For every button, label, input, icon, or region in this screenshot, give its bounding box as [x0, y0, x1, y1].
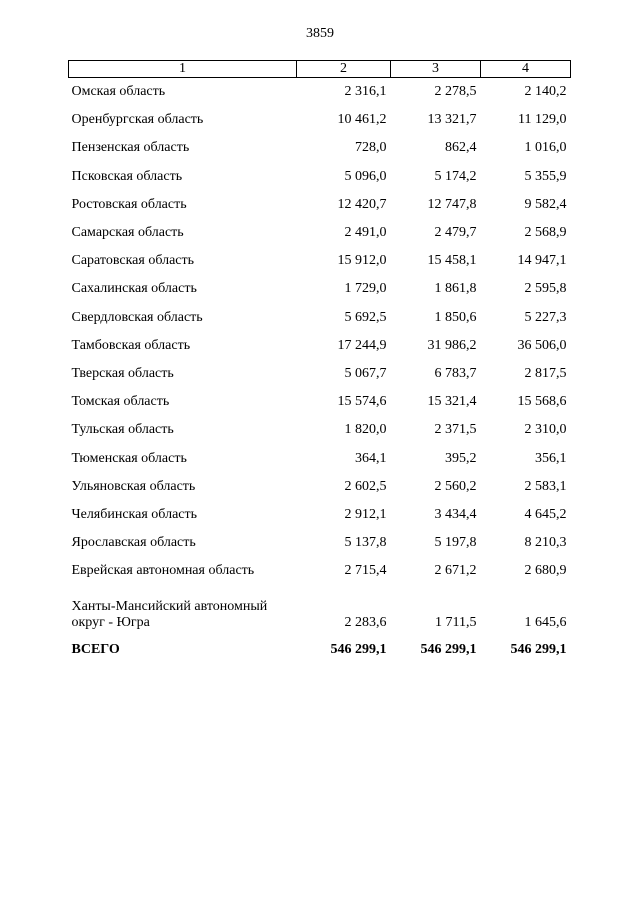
value-cell: 13 321,7 [427, 112, 477, 128]
value-cell: 2 278,5 [434, 84, 477, 100]
table-row [69, 416, 571, 444]
table-row [69, 275, 571, 303]
region-name: Томская область [71, 394, 170, 410]
value-cell: 2 602,5 [344, 478, 387, 494]
value-cell: 2 583,1 [524, 478, 567, 494]
column-header: 1 [69, 61, 297, 78]
value-cell: 1 861,8 [434, 281, 477, 297]
value-cell: 2 140,2 [524, 84, 567, 100]
total-value: 546 299,1 [510, 642, 567, 658]
column-header: 3 [391, 61, 481, 78]
region-name: Тамбовская область [71, 337, 191, 353]
value-cell: 1 820,0 [344, 422, 387, 438]
value-cell: 2 560,2 [434, 478, 477, 494]
table-row [69, 219, 571, 247]
value-cell: 2 817,5 [524, 365, 567, 381]
region-name: Ярославская область [71, 535, 196, 551]
region-name: Оренбургская область [71, 112, 204, 128]
table-header-row [69, 61, 571, 78]
value-cell: 862,4 [445, 140, 477, 156]
value-cell: 728,0 [355, 140, 387, 156]
region-name: Тверская область [71, 365, 174, 381]
value-cell: 11 129,0 [518, 112, 567, 128]
value-cell: 3 434,4 [434, 506, 477, 522]
region-name: Самарская область [71, 225, 184, 241]
region-name: Ростовская область [71, 196, 187, 212]
table-row [69, 304, 571, 332]
region-name: Омская область [71, 84, 166, 100]
value-cell: 14 947,1 [517, 253, 567, 269]
page-number: 3859 [306, 26, 334, 41]
value-cell: 15 458,1 [427, 253, 477, 269]
region-name: Еврейская автономная область [71, 563, 255, 579]
table-row [69, 473, 571, 501]
region-name: Челябинская область [71, 506, 197, 522]
table-row [69, 191, 571, 219]
value-cell: 12 420,7 [337, 196, 387, 212]
value-cell: 356,1 [535, 450, 567, 466]
value-cell: 2 595,8 [524, 281, 567, 297]
value-cell: 5 355,9 [524, 168, 567, 184]
region-name [69, 585, 297, 635]
value-cell: 2 912,1 [344, 506, 387, 522]
value-cell: 2 715,4 [344, 563, 387, 579]
table-row [69, 78, 571, 107]
value-cell: 395,2 [445, 450, 477, 466]
table-row [69, 360, 571, 388]
value-cell: 10 461,2 [337, 112, 387, 128]
value-cell: 2 491,0 [344, 225, 387, 241]
region-name: Ульяновская область [71, 478, 196, 494]
value-cell: 2 671,2 [434, 563, 477, 579]
value-cell: 1 645,6 [524, 615, 567, 631]
value-cell: 12 747,8 [427, 196, 477, 212]
table-row [69, 163, 571, 191]
region-name: Сахалинская область [71, 281, 197, 297]
region-name-line: округ - Югра [71, 615, 150, 631]
value-cell: 2 479,7 [434, 225, 477, 241]
value-cell: 1 850,6 [434, 309, 477, 325]
table-row [69, 501, 571, 529]
value-cell: 5 096,0 [344, 168, 387, 184]
table-row [69, 444, 571, 472]
table-row [69, 529, 571, 557]
value-cell: 15 574,6 [337, 394, 387, 410]
value-cell: 9 582,4 [524, 196, 567, 212]
value-cell: 2 310,0 [524, 422, 567, 438]
table-row [69, 388, 571, 416]
value-cell: 1 016,0 [524, 140, 567, 156]
table-row [69, 247, 571, 275]
region-name: Свердловская область [71, 309, 203, 325]
table-row [69, 106, 571, 134]
value-cell: 5 197,8 [434, 535, 477, 551]
value-cell: 1 729,0 [344, 281, 387, 297]
value-cell: 31 986,2 [427, 337, 477, 353]
total-value: 546 299,1 [420, 642, 477, 658]
table-row [69, 332, 571, 360]
value-cell: 364,1 [355, 450, 387, 466]
region-name: Пензенская область [71, 140, 190, 156]
value-cell: 36 506,0 [517, 337, 567, 353]
region-name: Саратовская область [71, 253, 195, 269]
value-cell: 6 783,7 [434, 365, 477, 381]
value-cell: 5 137,8 [344, 535, 387, 551]
value-cell: 17 244,9 [337, 337, 387, 353]
column-header: 4 [481, 61, 571, 78]
value-cell: 2 568,9 [524, 225, 567, 241]
table-body [69, 78, 571, 666]
value-cell: 2 316,1 [344, 84, 387, 100]
value-cell: 2 283,6 [344, 615, 387, 631]
value-cell: 5 227,3 [524, 309, 567, 325]
value-cell: 15 912,0 [337, 253, 387, 269]
region-name-line: Ханты-Мансийский автономный [71, 599, 268, 615]
total-label: ВСЕГО [71, 642, 120, 658]
value-cell: 15 321,4 [427, 394, 477, 410]
table-row [69, 134, 571, 162]
data-table [68, 60, 571, 665]
value-cell: 1 711,5 [435, 615, 477, 631]
table-row [69, 585, 571, 635]
total-row [69, 635, 571, 665]
value-cell: 5 174,2 [434, 168, 477, 184]
value-cell: 2 680,9 [524, 563, 567, 579]
region-name: Тюменская область [71, 450, 187, 466]
value-cell: 5 692,5 [344, 309, 387, 325]
value-cell: 4 645,2 [524, 506, 567, 522]
value-cell: 8 210,3 [524, 535, 567, 551]
value-cell: 15 568,6 [517, 394, 567, 410]
region-name: Псковская область [71, 168, 183, 184]
total-value: 546 299,1 [330, 642, 387, 658]
value-cell: 2 371,5 [434, 422, 477, 438]
table-row [69, 557, 571, 585]
column-header: 2 [297, 61, 391, 78]
region-name: Тульская область [71, 422, 174, 438]
value-cell: 5 067,7 [344, 365, 387, 381]
